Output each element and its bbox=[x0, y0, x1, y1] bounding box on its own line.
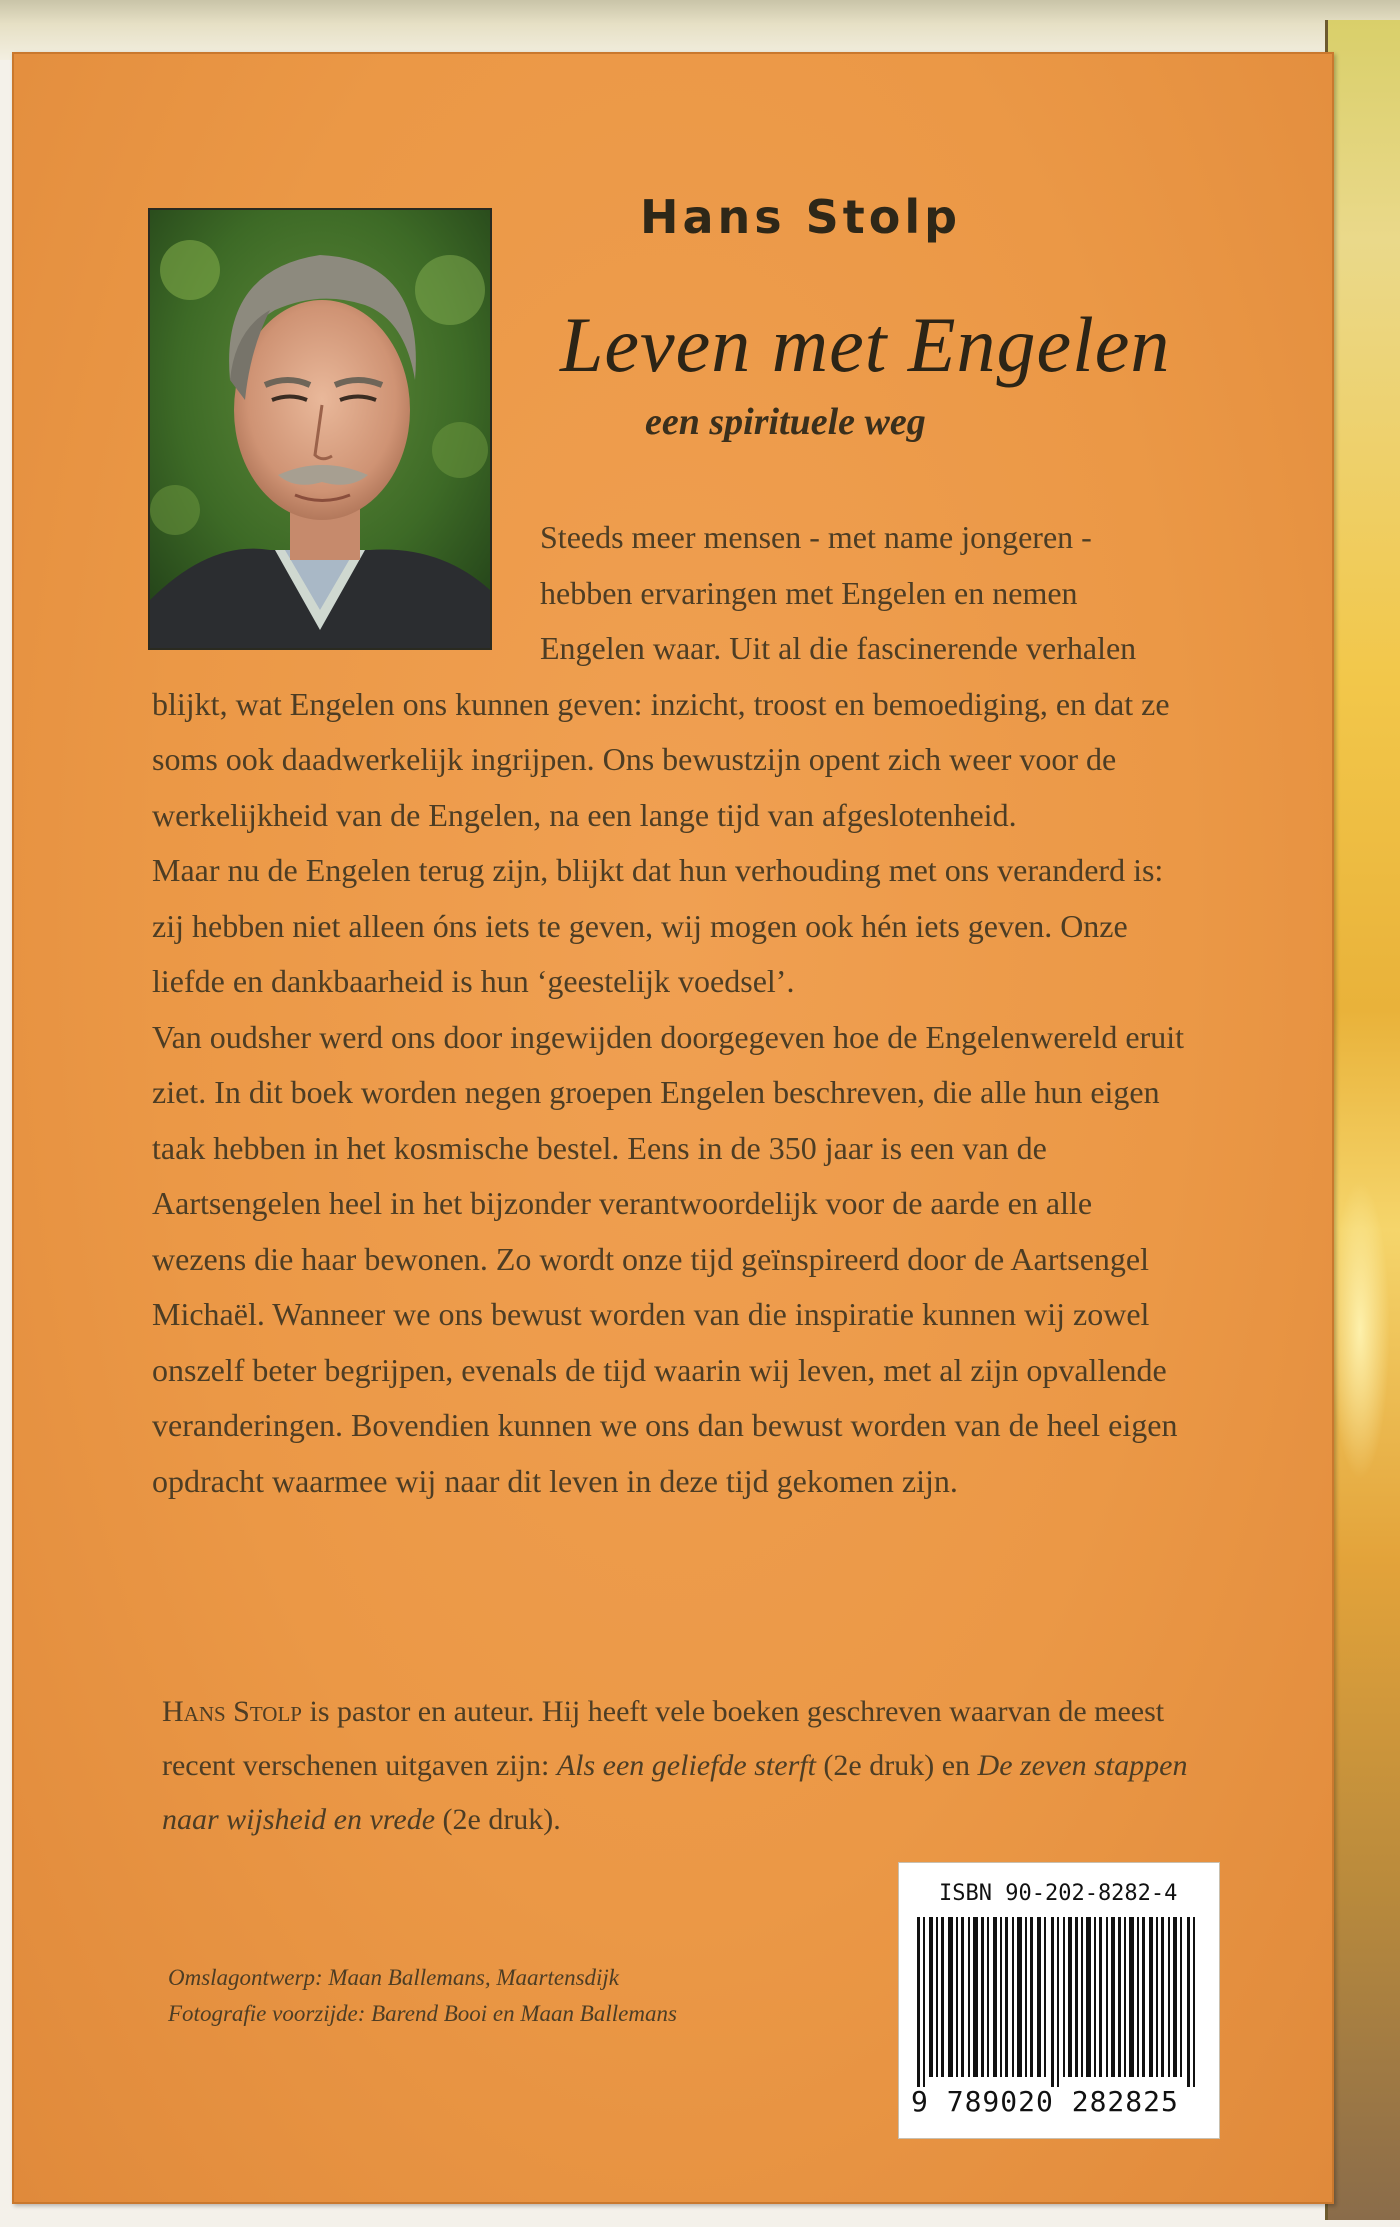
book-top-edge bbox=[0, 0, 1400, 60]
author-bio bbox=[162, 1685, 1212, 1847]
bio-text-2: (2e druk) en bbox=[815, 1749, 978, 1782]
blurb-paragraph-3: Van oudsher werd ons door ingewijden doorgegeven hoe de Engelenwereld eruit ziet. In dit boek worden negen groepen Engelen beschreven, die alle hun eigen taak hebben in het kosmische bestel. Eens in de 350 jaar is een van de Aartsengelen heel in het bijzonder verantwoordelijk voor de aarde en alle wezens die haar bewonen. Zo wordt onze tijd geïnspireerd door de Aartsengel Michaël. Wanneer we ons bewust worden van die inspiratie kunnen wij zowel onszelf beter begrijpen, evenals de tijd waarin wij leven, met al zijn opvallende veranderingen. Bovendien kunnen we ons dan bewust worden van de heel eigen opdracht waarmee wij naar dit leven in deze tijd gekomen zijn. bbox=[152, 1018, 1184, 1499]
isbn-number: ISBN 90-202-8282-4 bbox=[939, 1881, 1178, 1906]
book-title: Leven met Engelen bbox=[560, 301, 1171, 388]
blurb-text bbox=[152, 510, 1187, 1509]
spine-sunset-glow bbox=[1330, 1180, 1390, 1480]
author-name: Hans Stolp bbox=[640, 190, 962, 244]
barcode-icon bbox=[917, 1917, 1202, 2087]
bio-text-3: (2e druk). bbox=[435, 1803, 561, 1836]
cover-credits bbox=[168, 1960, 677, 2032]
book-spine bbox=[1325, 20, 1400, 2220]
barcode-label bbox=[898, 1862, 1220, 2139]
credit-photography: Fotografie voorzijde: Barend Booi en Maan Ballemans bbox=[168, 2001, 677, 2026]
ean-number: 9 789020 282825 bbox=[911, 2085, 1179, 2118]
credit-cover-design: Omslagontwerp: Maan Ballemans, Maartensdijk bbox=[168, 1965, 620, 1990]
blurb-paragraph-2: Maar nu de Engelen terug zijn, blijkt dat hun verhouding met ons veranderd is: zij hebben niet alleen óns iets te geven, wij mogen ook hén iets geven. Onze liefde en dankbaarheid is hun ‘geestelijk voedsel’. bbox=[152, 852, 1164, 999]
bio-text-1: is pastor en auteur. Hij heeft vele boeken geschreven waarvan de meest recent verschenen uitgaven zijn: bbox=[162, 1695, 1165, 1782]
photo-text-wrap-spacer bbox=[152, 510, 540, 675]
bio-book-1: Als een geliefde sterft bbox=[556, 1749, 816, 1782]
book-subtitle: een spirituele weg bbox=[645, 401, 926, 443]
blurb-paragraph-1: Steeds meer mensen - met name jongeren - hebben ervaringen met Engelen en nemen Engelen waar. Uit al die fascinerende verhalen blijkt, wat Engelen ons kunnen geven: inzicht, troost en bemoediging, en dat ze soms ook daadwerkelijk ingrijpen. Ons bewustzijn opent zich weer voor de werkelijkheid van de Engelen, na een lange tijd van afgeslotenheid. bbox=[152, 519, 1170, 833]
bio-book-2: De zeven stappen naar wijsheid en vrede bbox=[162, 1749, 1188, 1836]
bio-author-name: Hans Stolp bbox=[162, 1695, 302, 1728]
